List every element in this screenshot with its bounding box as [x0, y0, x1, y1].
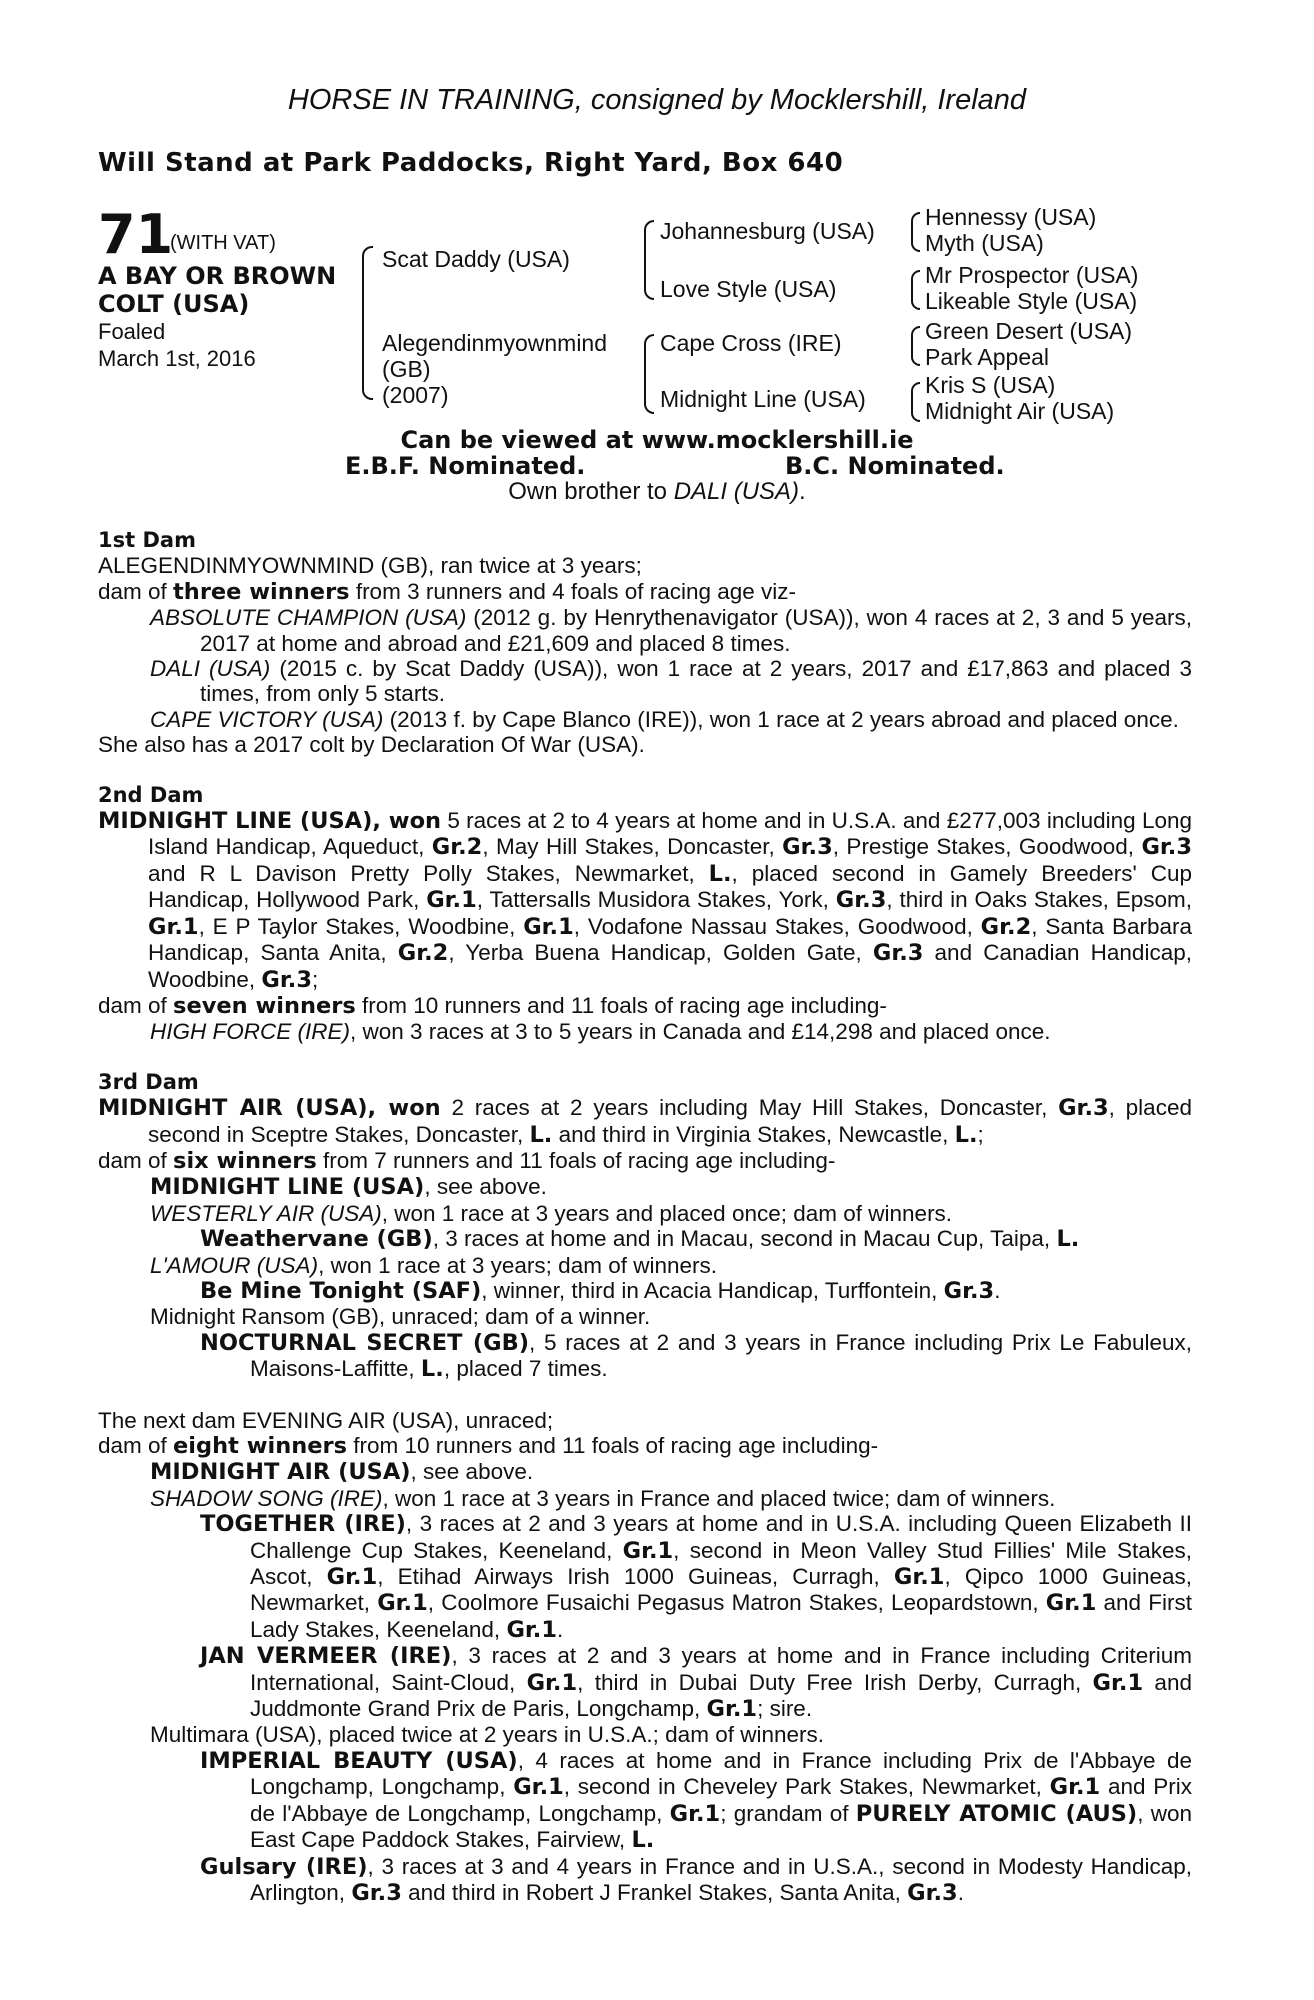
produce-entry: L'AMOUR (USA), won 1 race at 3 years; dam of winners. — [150, 1252, 717, 1278]
own-brother-suffix: . — [799, 478, 806, 505]
produce-subentry: JAN VERMEER (IRE), 3 races at 2 and 3 years at home and in France including Criterium International, Saint-Cloud, Gr.1, third in Dubai Duty Free Irish Derby, Curragh, Gr.1 and Juddmonte Grand Prix de Paris, Longchamp, Gr.1; sire. — [200, 1643, 1192, 1723]
produce-entry: MIDNIGHT LINE (USA), see above. — [150, 1174, 547, 1201]
sire-dam-brace — [362, 246, 373, 400]
pedigree-dds: Kris S (USA) — [925, 372, 1056, 398]
lot-desc-line1: A BAY OR BROWN — [98, 262, 337, 290]
produce-subentry: NOCTURNAL SECRET (GB), 5 races at 2 and 3 years in France including Prix Le Fabuleux, Maisons-Laffitte, L., placed 7 times. — [200, 1329, 1192, 1383]
lot-desc-line2: COLT (USA) — [98, 290, 250, 318]
next-dam-produce: dam of eight winners from 10 runners and 11 foals of racing age including- — [98, 1433, 879, 1459]
first-dam-line: ALEGENDINMYOWNMIND (GB), ran twice at 3 years; — [98, 553, 642, 579]
own-brother-note — [0, 478, 1314, 506]
page-title: HORSE IN TRAINING, consigned by Mocklershill, Ireland — [287, 84, 1027, 116]
catalogue-body — [98, 528, 1192, 1906]
next-dam-line: The next dam EVENING AIR (USA), unraced; — [98, 1407, 554, 1433]
produce-subentry: IMPERIAL BEAUTY (USA), 4 races at home and in France including Prix de l'Abbaye de Longchamp, Longchamp, Gr.1, second in Cheveley Park Stakes, Newmarket, Gr.1 and Prix de l'Abbaye de Longchamp, Longchamp, Gr.1; grandam of PURELY ATOMIC (AUS), won East Cape Paddock Stakes, Fairview, L. — [200, 1747, 1193, 1854]
pedigree-sire-sire: Johannesburg (USA) — [660, 218, 875, 244]
bc-nominated: B.C. Nominated. — [785, 452, 1005, 480]
pedigree-sss: Hennessy (USA) — [925, 204, 1097, 230]
produce-subentry: TOGETHER (IRE), 3 races at 2 and 3 years at home and in U.S.A. including Queen Elizabeth II Challenge Cup Stakes, Keeneland, Gr.1, second in Meon Valley Stud Fillies' Mile Stakes, Ascot, Gr.1, Etihad Airways Irish 1000 Guineas, Curragh, Gr.1, Qipco 1000 Guineas, Newmarket, Gr.1, Coolmore Fusaichi Pegasus Matron Stakes, Leopardstown, Gr.1 and First Lady Stakes, Keeneland, Gr.1. — [200, 1511, 1193, 1643]
pedigree-dam-dam: Midnight Line (USA) — [660, 386, 866, 412]
foaled-label: Foaled — [98, 319, 166, 344]
third-dam-produce: dam of six winners from 7 runners and 11 foals of racing age including- — [98, 1147, 836, 1174]
pedigree-dam — [382, 330, 607, 408]
produce-subentry: Gulsary (IRE), 3 races at 3 and 4 years in France and in U.S.A., second in Modesty Handicap, Arlington, Gr.3 and third in Robert J Frankel Stakes, Santa Anita, Gr.3. — [200, 1853, 1192, 1906]
pedigree-sdd: Likeable Style (USA) — [925, 288, 1138, 314]
stand-location: Will Stand at Park Paddocks, Right Yard, Box 640 — [98, 148, 844, 178]
lot-number: 71 — [98, 203, 174, 266]
vat-note: (WITH VAT) — [170, 232, 276, 254]
first-dam-heading: 1st Dam — [98, 528, 196, 552]
ebf-nominated: E.B.F. Nominated. — [345, 452, 586, 480]
produce-entry: HIGH FORCE (IRE), won 3 races at 3 to 5 years in Canada and £14,298 and placed once. — [150, 1019, 1051, 1045]
second-dam-heading: 2nd Dam — [98, 782, 204, 807]
foaled-info — [98, 318, 256, 372]
pedigree-dss: Green Desert (USA) — [925, 318, 1133, 344]
first-dam-produce: dam of three winners from 3 runners and 4 foals of racing age viz- — [98, 578, 797, 605]
pedigree-dsd: Park Appeal — [925, 344, 1050, 370]
sire-parents-brace — [644, 220, 654, 300]
third-dam-heading: 3rd Dam — [98, 1069, 199, 1094]
pedigree-sire-dam: Love Style (USA) — [660, 276, 837, 302]
produce-entry: Multimara (USA), placed twice at 2 years in U.S.A.; dam of winners. — [150, 1722, 824, 1748]
pedigree-ssd: Myth (USA) — [925, 230, 1044, 256]
pedigree-dam-origin: (GB) — [382, 356, 431, 382]
pedigree-dam-name: Alegendinmyownmind — [382, 330, 608, 356]
produce-entry: SHADOW SONG (IRE), won 1 race at 3 years in France and placed twice; dam of winners. — [150, 1485, 1056, 1511]
foaled-date: March 1st, 2016 — [98, 346, 256, 371]
produce-entry: ABSOLUTE CHAMPION (USA) (2012 g. by Henrythenavigator (USA)), won 4 races at 2, 3 and 5 years, 2017 at home and abroad and £21,609 and placed 8 times. — [150, 605, 1192, 656]
pedigree-sds: Mr Prospector (USA) — [925, 262, 1139, 288]
pedigree-ddd: Midnight Air (USA) — [925, 398, 1115, 424]
produce-entry: CAPE VICTORY (USA) (2013 f. by Cape Blanco (IRE)), won 1 race at 2 years abroad and placed once. — [150, 706, 1179, 732]
sd-brace — [911, 270, 920, 310]
third-dam-record: MIDNIGHT AIR (USA), won 2 races at 2 years including May Hill Stakes, Doncaster, Gr.3, placed second in Sceptre Stakes, Doncaster, L. and third in Virginia Stakes, Newcastle, L.; — [98, 1095, 1192, 1148]
lot-description — [98, 262, 336, 318]
ds-brace — [911, 326, 920, 366]
pedigree-dam-sire: Cape Cross (IRE) — [660, 330, 842, 356]
produce-subentry: Be Mine Tonight (SAF), winner, third in Acacia Handicap, Turffontein, Gr.3. — [200, 1277, 1001, 1304]
produce-entry: DALI (USA) (2015 c. by Scat Daddy (USA)), won 1 race at 2 years, 2017 and £17,863 and placed 3 times, from only 5 starts. — [150, 656, 1192, 707]
produce-subentry: Weathervane (GB), 3 races at home and in Macau, second in Macau Cup, Taipa, L. — [200, 1226, 1080, 1253]
second-dam-produce: dam of seven winners from 10 runners and 11 foals of racing age including- — [98, 992, 887, 1019]
dam-parents-brace — [644, 334, 654, 414]
produce-entry: Midnight Ransom (GB), unraced; dam of a winner. — [150, 1304, 651, 1330]
second-dam-record: MIDNIGHT LINE (USA), won 5 races at 2 to 4 years at home and in U.S.A. and £277,003 including Long Island Handicap, Aqueduct, Gr.2, May Hill Stakes, Doncaster, Gr.3, Prestige Stakes, Goodwood, Gr.3 and R L Davison Pretty Polly Stakes, Newmarket, L., placed second in Gamely Breeders' Cup Handicap, Hollywood Park, Gr.1, Tattersalls Musidora Stakes, York, Gr.3, third in Oaks Stakes, Epsom, Gr.1, E P Taylor Stakes, Woodbine, Gr.1, Vodafone Nassau Stakes, Goodwood, Gr.2, Santa Barbara Handicap, Santa Anita, Gr.2, Yerba Buena Handicap, Golden Gate, Gr.3 and Canadian Handicap, Woodbine, Gr.3; — [98, 808, 1192, 993]
ss-brace — [911, 212, 920, 252]
produce-entry: MIDNIGHT AIR (USA), see above. — [150, 1459, 534, 1486]
viewing-link: Can be viewed at www.mocklershill.ie — [400, 426, 914, 454]
pedigree-sire: Scat Daddy (USA) — [382, 246, 570, 272]
dd-brace — [911, 382, 920, 422]
own-brother-prefix: Own brother to — [508, 478, 674, 505]
pedigree-dam-year: (2007) — [382, 382, 449, 408]
own-brother-name: DALI (USA) — [673, 478, 800, 505]
produce-entry: WESTERLY AIR (USA), won 1 race at 3 years and placed once; dam of winners. — [150, 1200, 953, 1226]
first-dam-note: She also has a 2017 colt by Declaration Of War (USA). — [98, 732, 645, 758]
